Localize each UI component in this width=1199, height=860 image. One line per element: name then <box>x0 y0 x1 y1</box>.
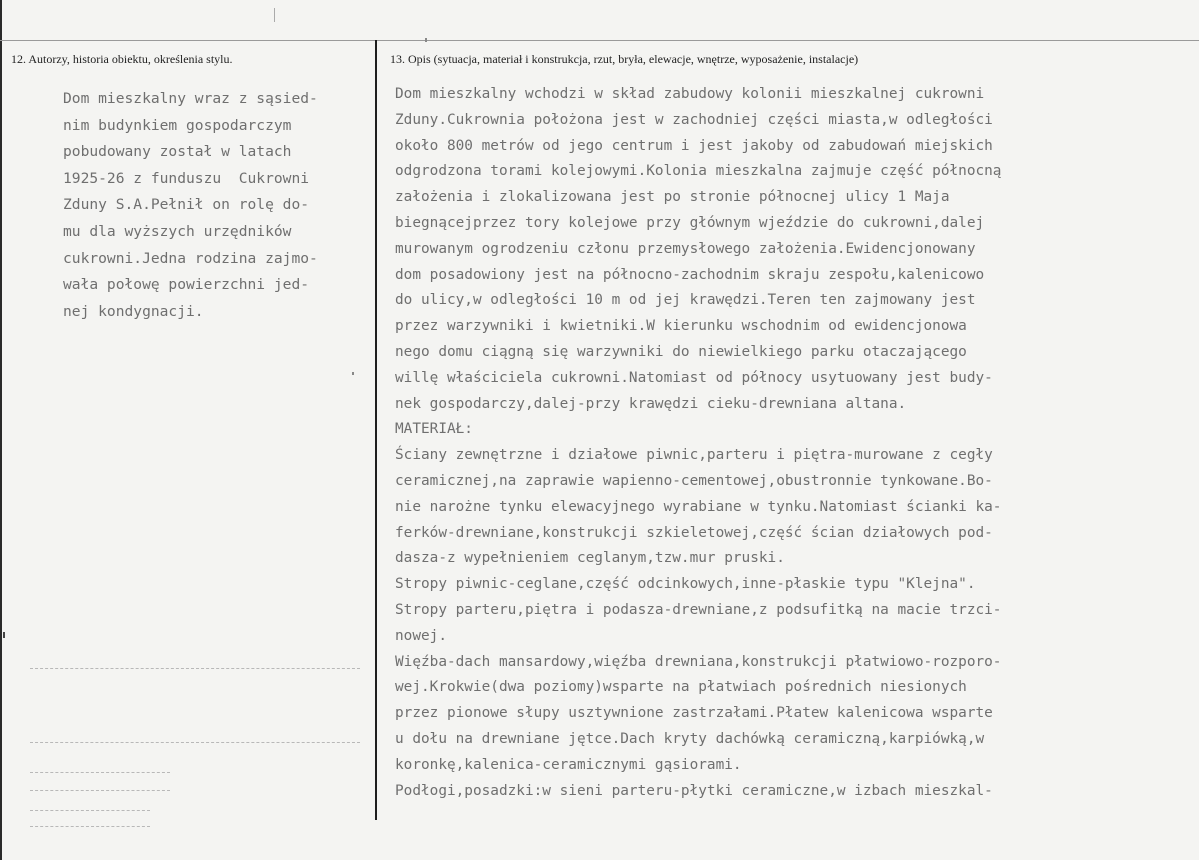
text-line: nim budynkiem gospodarczym <box>63 116 292 134</box>
scan-artifact-line <box>30 742 360 744</box>
scan-artifact-line <box>30 810 150 812</box>
top-rule <box>0 40 1199 41</box>
column-divider <box>375 40 377 820</box>
text-line: Podłogi,posadzki:w sieni parteru-płytki ceramiczne,w izbach mieszkal- <box>395 782 993 799</box>
scan-speck <box>274 8 275 22</box>
text-line: Więźba-dach mansardowy,więźba drewniana,konstrukcji płatwiowo-rozporo- <box>395 653 1002 670</box>
section-12-heading: 12. Autorzy, historia obiektu, określenia stylu. <box>11 52 233 66</box>
text-line: Stropy piwnic-ceglane,część odcinkowych,inne-płaskie typu "Klejna". <box>395 576 976 593</box>
section-label: MATERIAŁ: <box>395 421 473 438</box>
text-line: Ściany zewnętrzne i działowe piwnic,parteru i piętra-murowane z cegły <box>395 447 993 464</box>
scan-artifact-line <box>30 668 360 670</box>
text-line: u dołu na drewniane jętce.Dach kryty dachówką ceramiczną,karpiówką,w <box>395 730 985 747</box>
left-edge-line <box>0 0 2 860</box>
description-text-block <box>395 82 1185 804</box>
text-line: nej kondygnacji. <box>63 302 204 320</box>
text-line: 1925-26 z funduszu Cukrowni <box>63 169 310 187</box>
scan-speck <box>3 632 5 638</box>
text-line: Dom mieszkalny wraz z sąsied- <box>63 90 318 107</box>
scan-artifact-line <box>30 772 170 774</box>
text-line: nego domu ciągną się warzywniki do niewielkiego parku otaczającego <box>395 343 967 360</box>
text-line: willę właściciela cukrowni.Natomiast od północy usytuowany jest budy- <box>395 369 993 386</box>
text-line: przez warzywniki i kwietniki.W kierunku wschodnim od ewidencjonowa <box>395 318 967 335</box>
text-line: Zduny S.A.Pełnił on rolę do- <box>63 196 310 214</box>
text-line: wej.Krokwie(dwa poziomy)wsparte na płatwiach pośrednich niesionych <box>395 679 967 696</box>
text-line: dom posadowiony jest na północno-zachodnim skraju zespołu,kalenicowo <box>395 266 985 283</box>
history-text-block <box>63 86 363 325</box>
section-13-heading: 13. Opis (sytuacja, materiał i konstrukcja, rzut, bryła, elewacje, wnętrze, wyposażenie, instalacje) <box>390 52 859 66</box>
text-line: Dom mieszkalny wchodzi w skład zabudowy kolonii mieszkalnej cukrowni <box>395 86 985 102</box>
text-line: odgrodzona torami kolejowymi.Kolonia mieszkalna zajmuje część północną <box>395 163 1002 180</box>
text-line: murowanym ogrodzeniu członu przemysłowego założenia.Ewidencjonowany <box>395 240 976 257</box>
text-line: wała połowę powierzchni jed- <box>63 276 310 294</box>
text-line: do ulicy,w odległości 10 m od jej krawędzi.Teren ten zajmowany jest <box>395 292 976 309</box>
text-line: nie narożne tynku elewacyjnego wyrabiane w tynku.Natomiast ścianki ka- <box>395 498 1002 515</box>
scan-artifact-line <box>30 826 150 828</box>
text-line: założenia i zlokalizowana jest po stronie północnej ulicy 1 Maja <box>395 189 950 206</box>
scan-artifact-line <box>30 790 170 792</box>
text-line: ferków-drewniane,konstrukcji szkieletowej,część ścian działowych pod- <box>395 524 993 541</box>
text-line: przez pionowe słupy usztywnione zastrzałami.Płatew kalenicowa wsparte <box>395 705 993 722</box>
text-line: biegnącejprzez tory kolejowe przy głównym wjeździe do cukrowni,dalej <box>395 214 985 231</box>
text-line: Zduny.Cukrownia położona jest w zachodniej części miasta,w odległości <box>395 111 993 128</box>
text-line: Stropy parteru,piętra i podasza-drewniane,z podsufitką na macie trzci- <box>395 601 1002 618</box>
text-line: cukrowni.Jedna rodzina zajmo- <box>63 249 318 267</box>
text-line: pobudowany został w latach <box>63 143 292 161</box>
scan-speck <box>425 38 427 42</box>
text-line: nek gospodarczy,dalej-przy krawędzi cieku-drewniana altana. <box>395 395 907 412</box>
text-line: koronkę,kalenica-ceramicznymi gąsiorami. <box>395 756 742 773</box>
text-line: mu dla wyższych urzędników <box>63 222 292 240</box>
text-line: nowej. <box>395 627 447 644</box>
text-line: około 800 metrów od jego centrum i jest jakoby od zabudowań miejskich <box>395 137 993 154</box>
text-line: ceramicznej,na zaprawie wapienno-cementowej,obustronnie tynkowane.Bo- <box>395 472 993 489</box>
scan-speck <box>352 372 354 375</box>
text-line: dasza-z wypełnieniem ceglanym,tzw.mur pruski. <box>395 550 785 567</box>
